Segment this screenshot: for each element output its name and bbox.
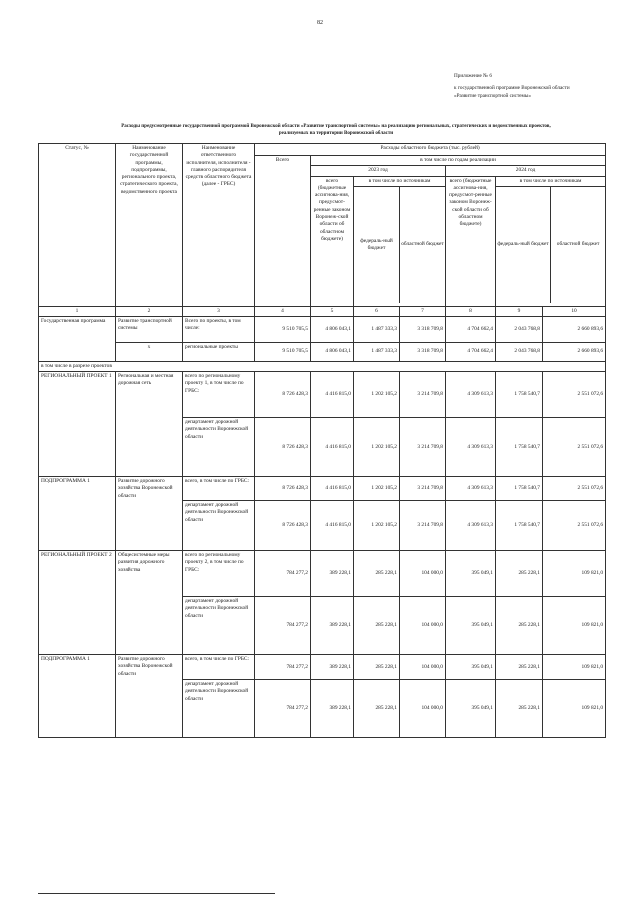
value-cell: 4 309 613,3	[446, 501, 496, 551]
row-status: ПОДПРОГРАММА 1	[39, 477, 116, 551]
value-cell: 1 202 105,2	[354, 418, 400, 477]
row-executor: департамент дорожной деятельности Воронежской области	[183, 501, 255, 551]
value-cell: 395 049,1	[446, 551, 496, 597]
column-number-row	[39, 306, 606, 316]
value-cell: 1 758 540,7	[496, 501, 543, 551]
row-name: Региональная и местная дорожная сеть	[116, 372, 183, 477]
value-cell: 1 487 333,3	[354, 342, 400, 361]
value-cell: 1 487 333,3	[354, 316, 400, 342]
document-title	[66, 123, 606, 138]
value-cell: 3 214 709,8	[400, 477, 446, 501]
header-expenses: Расходы областного бюджета (тыс. рублей)	[255, 144, 606, 156]
value-cell: 285 228,1	[354, 680, 400, 738]
col-number: 6	[354, 306, 400, 316]
value-cell: 4 416 815,0	[311, 477, 354, 501]
value-cell: 3 318 709,8	[400, 316, 446, 342]
table-row	[39, 477, 606, 501]
page-number: 82	[317, 20, 323, 26]
value-cell: 285 228,1	[354, 597, 400, 655]
header-executor: Наименование ответственного исполнителя, исполнителя - главного распорядителя средств областного бюджета (далее - ГРБС)	[183, 144, 255, 307]
table-row	[39, 372, 606, 418]
row-executor: Всего по проекты, в том числе:	[183, 316, 255, 342]
header-2023-by-sources: в том числе по источникам	[354, 177, 445, 187]
value-cell: 1 758 540,7	[496, 477, 543, 501]
row-name: Общесистемные меры развития дорожного хозяйства	[116, 551, 183, 655]
value-cell: 3 214 709,8	[400, 372, 446, 418]
value-cell: 1 202 105,2	[354, 477, 400, 501]
value-cell: 2 660 893,6	[543, 342, 606, 361]
value-cell: 395 049,1	[446, 597, 496, 655]
header-2023-sources	[354, 176, 446, 306]
row-executor: департамент дорожной деятельности Воронежской области	[183, 680, 255, 738]
appendix-note	[454, 72, 634, 100]
value-cell: 4 309 613,3	[446, 418, 496, 477]
col-number: 3	[183, 306, 255, 316]
col-number: 4	[255, 306, 311, 316]
value-cell: 395 049,1	[446, 680, 496, 738]
col-number: 9	[496, 306, 543, 316]
value-cell: 285 228,1	[354, 655, 400, 680]
header-2023-regional: областной бюджет	[401, 241, 444, 248]
value-cell: 109 821,0	[543, 551, 606, 597]
appendix-line-2: к государственной программе Воронежской области	[454, 85, 570, 92]
value-cell: 8 726 428,3	[255, 501, 311, 551]
row-executor: всего по региональному проекту 1, в том числе по ГРБС:	[183, 372, 255, 418]
table-row	[39, 316, 606, 342]
value-cell: 109 821,0	[543, 655, 606, 680]
col-number: 1	[39, 306, 116, 316]
value-cell: 285 228,1	[496, 655, 543, 680]
header-2024-federal: федераль-ный бюджет	[496, 187, 551, 303]
table-row	[39, 655, 606, 680]
value-cell: 285 228,1	[496, 597, 543, 655]
col-number: 5	[311, 306, 354, 316]
row-executor: региональные проекты	[183, 342, 255, 361]
value-cell: 285 228,1	[496, 551, 543, 597]
expenses-table	[38, 143, 606, 738]
value-cell: 3 214 709,8	[400, 418, 446, 477]
header-2024-regional: областной бюджет	[556, 241, 600, 248]
section-row	[39, 361, 606, 371]
value-cell: 8 726 428,3	[255, 477, 311, 501]
value-cell: 104 000,0	[400, 597, 446, 655]
value-cell: 285 228,1	[496, 680, 543, 738]
title-line-2: реализуемых на территории Воронежской области	[278, 131, 394, 137]
value-cell: 1 202 105,2	[354, 501, 400, 551]
value-cell: 285 228,1	[354, 551, 400, 597]
value-cell: 784 277,2	[255, 551, 311, 597]
value-cell: 1 758 540,7	[496, 418, 543, 477]
row-status: РЕГИОНАЛЬНЫЙ ПРОЕКТ 1	[39, 372, 116, 477]
col-number: 7	[400, 306, 446, 316]
row-executor: всего по региональному проекту 2, в том числе по ГРБС:	[183, 551, 255, 597]
header-by-years: в том числе по годам реализации	[311, 156, 606, 166]
header-year-2023: 2023 год	[311, 166, 446, 176]
value-cell: 4 806 043,1	[311, 342, 354, 361]
row-executor: всего, в том числе по ГРБС:	[183, 655, 255, 680]
appendix-line-3: «Развитие транспортной системы»	[454, 93, 531, 100]
header-year-2024: 2024 год	[446, 166, 606, 176]
section-label: в том числе в разрезе проектов	[39, 361, 606, 371]
row-name: Развитие дорожного хозяйства Воронежской области	[116, 655, 183, 738]
value-cell: 2 551 072,6	[543, 477, 606, 501]
row-name: Развитие транспортной системы	[116, 316, 183, 342]
value-cell: 4 704 662,4	[446, 316, 496, 342]
value-cell: 2 660 893,6	[543, 316, 606, 342]
value-cell: 4 416 815,0	[311, 501, 354, 551]
value-cell: 389 228,1	[311, 551, 354, 597]
value-cell: 9 510 705,5	[255, 316, 311, 342]
value-cell: 784 277,2	[255, 680, 311, 738]
value-cell: 389 228,1	[311, 597, 354, 655]
value-cell: 8 726 428,3	[255, 372, 311, 418]
value-cell: 4 416 815,0	[311, 418, 354, 477]
value-cell: 104 000,0	[400, 551, 446, 597]
value-cell: 2 551 072,6	[543, 501, 606, 551]
header-status: Статус, №	[39, 144, 116, 307]
value-cell: 104 000,0	[400, 655, 446, 680]
appendix-line-1: Приложение № 6	[454, 73, 492, 79]
value-cell: 2 043 768,8	[496, 342, 543, 361]
row-executor: всего, в том числе по ГРБС:	[183, 477, 255, 501]
col-number: 8	[446, 306, 496, 316]
header-program-name: Наименование государственной программы, подпрограммы, регионального проекта, стратегического проекта, ведомственного проекта	[116, 144, 183, 307]
value-cell: 1 758 540,7	[496, 372, 543, 418]
value-cell: 784 277,2	[255, 655, 311, 680]
title-line-1: Расходы предусмотренные государственной программой Воронежской области «Развитие транспортной системы» на реализацию региональных, стратегических и ведомственных проектов,	[121, 124, 551, 129]
value-cell: 4 309 613,3	[446, 477, 496, 501]
value-cell: 389 228,1	[311, 680, 354, 738]
value-cell: 4 416 815,0	[311, 372, 354, 418]
row-name: Развитие дорожного хозяйства Воронежской области	[116, 477, 183, 551]
header-2023-total: всего (бюджетные ассигнова-ния, предусмот-ренные законом Воронеж-ской области об областном бюджете)	[311, 176, 354, 306]
value-cell: 4 704 662,4	[446, 342, 496, 361]
row-name: x	[116, 342, 183, 361]
value-cell: 784 277,2	[255, 597, 311, 655]
value-cell: 389 228,1	[311, 655, 354, 680]
value-cell: 3 318 709,8	[400, 342, 446, 361]
value-cell: 1 202 105,2	[354, 372, 400, 418]
row-status: Государственная программа	[39, 316, 116, 361]
value-cell: 2 551 072,6	[543, 418, 606, 477]
value-cell: 109 821,0	[543, 680, 606, 738]
value-cell: 2 043 768,8	[496, 316, 543, 342]
header-2024-total: всего (бюджетные ассигнова-ния, предусмот-ренные законом Воронеж-ской области об областном бюджете)	[446, 176, 496, 306]
row-status: ПОДПРОГРАММА 1	[39, 655, 116, 738]
row-executor: департамент дорожной деятельности Воронежской области	[183, 418, 255, 477]
value-cell: 4 806 043,1	[311, 316, 354, 342]
value-cell: 8 726 428,3	[255, 418, 311, 477]
header-2023-federal: федераль-ный бюджет	[354, 187, 400, 303]
row-status: РЕГИОНАЛЬНЫЙ ПРОЕКТ 2	[39, 551, 116, 655]
row-executor: департамент дорожной деятельности Воронежской области	[183, 597, 255, 655]
footer-line	[38, 893, 275, 894]
value-cell: 395 049,1	[446, 655, 496, 680]
value-cell: 2 551 072,6	[543, 372, 606, 418]
value-cell: 3 214 709,8	[400, 501, 446, 551]
table-row	[39, 342, 606, 361]
header-total: Всего	[255, 156, 311, 307]
value-cell: 104 000,0	[400, 680, 446, 738]
col-number: 2	[116, 306, 183, 316]
value-cell: 109 821,0	[543, 597, 606, 655]
table-row	[39, 551, 606, 597]
header-2024-sources	[496, 176, 606, 306]
col-number: 10	[543, 306, 606, 316]
value-cell: 4 309 613,3	[446, 372, 496, 418]
value-cell: 9 510 705,5	[255, 342, 311, 361]
header-2024-by-sources: в том числе по источникам	[496, 177, 605, 187]
